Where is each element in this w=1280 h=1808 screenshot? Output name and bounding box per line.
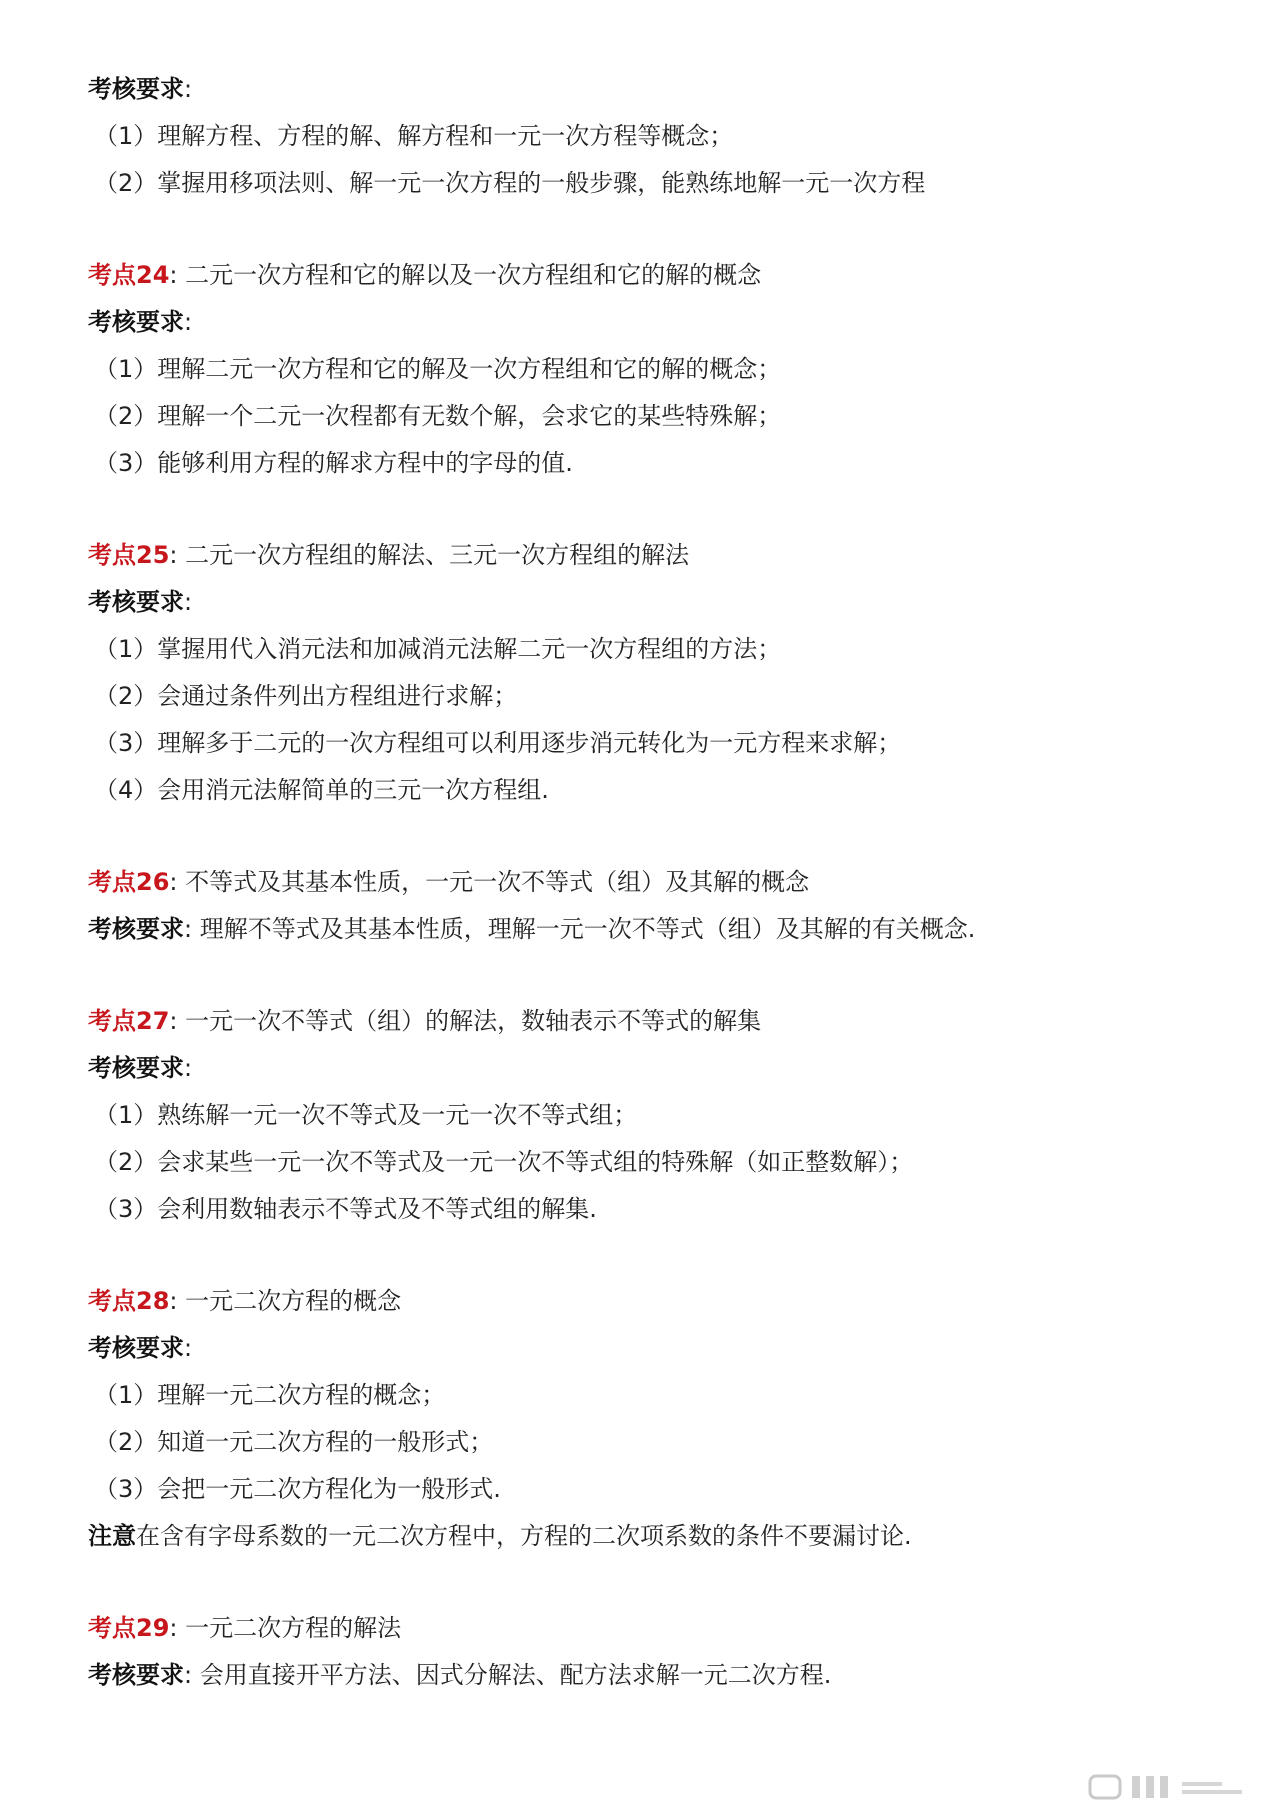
- requirement-label: 考核要求: [88, 308, 184, 336]
- requirement-line: 考核要求:: [88, 1334, 193, 1362]
- list-item: （2）理解一个二元一次程都有无数个解，会求它的某些特殊解；: [94, 402, 782, 430]
- topic-title: 一元二次方程的解法: [185, 1614, 402, 1642]
- list-item: （1）掌握用代入消元法和加减消元法解二元一次方程组的方法；: [94, 635, 782, 663]
- topic-heading-26: 考点26: 不等式及其基本性质，一元一次不等式（组）及其解的概念: [88, 868, 810, 896]
- requirement-label: 考核要求: [88, 915, 184, 943]
- requirement-line: 考核要求:: [88, 588, 193, 616]
- list-item: （2）会求某些一元一次不等式及一元一次不等式组的特殊解（如正整数解）；: [94, 1148, 914, 1176]
- requirement-text: 理解不等式及其基本性质，理解一元一次不等式（组）及其解的有关概念.: [199, 915, 976, 943]
- topic-title: 一元一次不等式（组）的解法，数轴表示不等式的解集: [185, 1007, 762, 1035]
- requirement-label: 考核要求: [88, 1661, 184, 1689]
- topic-label: 考点25: [88, 541, 170, 569]
- requirement-line: 考核要求: 会用直接开平方法、因式分解法、配方法求解一元二次方程.: [88, 1661, 832, 1689]
- requirement-text: 会用直接开平方法、因式分解法、配方法求解一元二次方程.: [199, 1661, 832, 1689]
- list-item: （3）能够利用方程的解求方程中的字母的值.: [94, 449, 573, 477]
- topic-heading-24: 考点24: 二元一次方程和它的解以及一次方程组和它的解的概念: [88, 261, 762, 289]
- list-item: （1）理解方程、方程的解、解方程和一元一次方程等概念；: [94, 122, 734, 150]
- requirement-label: 考核要求: [88, 75, 184, 103]
- list-item: （2）会通过条件列出方程组进行求解；: [94, 682, 518, 710]
- list-item: （1）理解一元二次方程的概念；: [94, 1381, 446, 1409]
- requirement-line: 考核要求:: [88, 75, 193, 103]
- topic-label: 考点24: [88, 261, 170, 289]
- requirement-label: 考核要求: [88, 588, 184, 616]
- note-line: [88, 1513, 1228, 1560]
- topic-heading-28: 考点28: 一元二次方程的概念: [88, 1287, 402, 1315]
- list-item: （1）理解二元一次方程和它的解及一次方程组和它的解的概念；: [94, 355, 782, 383]
- list-item: （3）理解多于二元的一次方程组可以利用逐步消元转化为一元方程来求解；: [94, 729, 902, 757]
- requirement-label: 考核要求: [88, 1054, 184, 1082]
- topic-heading-27: 考点27: 一元一次不等式（组）的解法，数轴表示不等式的解集: [88, 1007, 762, 1035]
- list-item: （2）掌握用移项法则、解一元一次方程的一般步骤，能熟练地解一元一次方程: [94, 169, 926, 197]
- topic-label: 考点26: [88, 868, 170, 896]
- topic-heading-25: 考点25: 二元一次方程组的解法、三元一次方程组的解法: [88, 541, 690, 569]
- list-item: （3）会把一元二次方程化为一般形式.: [94, 1475, 501, 1503]
- document-body: [88, 66, 1228, 1699]
- list-item: （4）会用消元法解简单的三元一次方程组.: [94, 776, 549, 804]
- requirement-line: 考核要求:: [88, 308, 193, 336]
- topic-label: 考点28: [88, 1287, 170, 1315]
- note-label: 注意: [88, 1522, 136, 1550]
- requirement-line: 考核要求: 理解不等式及其基本性质，理解一元一次不等式（组）及其解的有关概念.: [88, 915, 976, 943]
- note-text: 在含有字母系数的一元二次方程中，方程的二次项系数的条件不要漏讨论.: [136, 1522, 912, 1550]
- list-item: （1）熟练解一元一次不等式及一元一次不等式组；: [94, 1101, 638, 1129]
- topic-title: 二元一次方程和它的解以及一次方程组和它的解的概念: [185, 261, 762, 289]
- topic-label: 考点27: [88, 1007, 170, 1035]
- requirement-label: 考核要求: [88, 1334, 184, 1362]
- topic-title: 不等式及其基本性质，一元一次不等式（组）及其解的概念: [185, 868, 810, 896]
- requirement-line: 考核要求:: [88, 1054, 193, 1082]
- list-item: （3）会利用数轴表示不等式及不等式组的解集.: [94, 1195, 597, 1223]
- watermark-logo-icon: [1088, 1772, 1258, 1802]
- topic-label: 考点29: [88, 1614, 170, 1642]
- topic-heading-29: 考点29: 一元二次方程的解法: [88, 1614, 402, 1642]
- topic-title: 二元一次方程组的解法、三元一次方程组的解法: [185, 541, 690, 569]
- list-item: （2）知道一元二次方程的一般形式；: [94, 1428, 494, 1456]
- topic-title: 一元二次方程的概念: [185, 1287, 402, 1315]
